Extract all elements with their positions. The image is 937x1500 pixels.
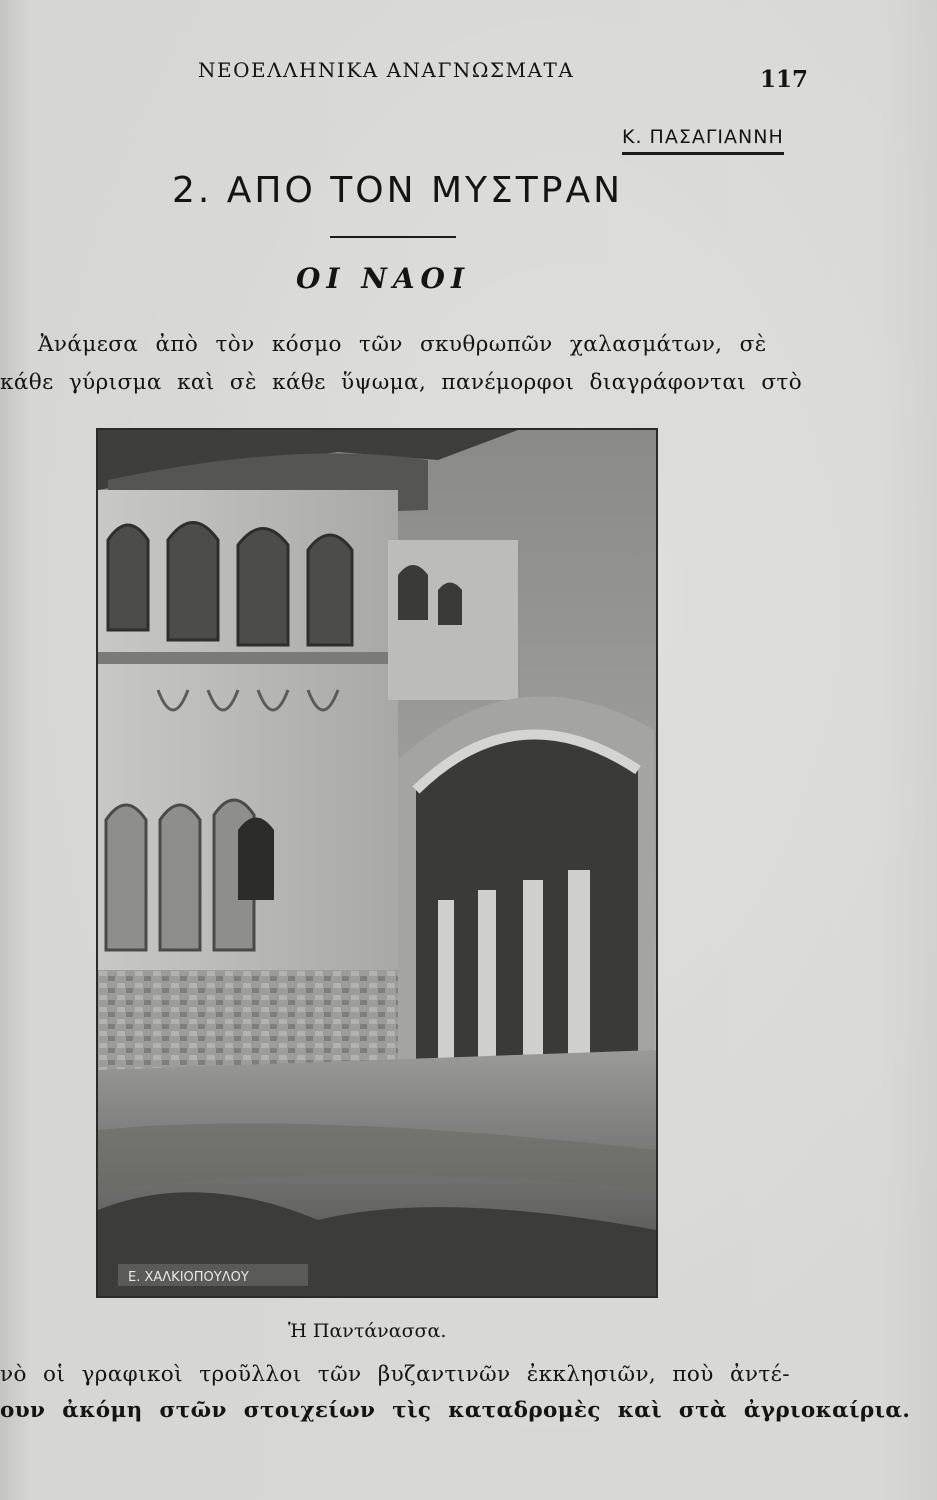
body-text-line: ουν ἀκόμη στῶν στοιχείων τὶς καταδρομὲς καὶ στὰ ἀγριοκαίρια. (0, 1398, 911, 1423)
chapter-title: 2. ΑΠΟ ΤΟΝ ΜΥΣΤΡΑΝ (172, 170, 624, 211)
figure-caption: Ἡ Παντάνασσα. (288, 1320, 447, 1342)
title-divider (330, 236, 456, 238)
body-text-line: Ἀνάμεσα ἀπὸ τὸν κόσμο τῶν σκυθρωπῶν χαλασμάτων, σὲ (38, 332, 767, 357)
section-title: ΟΙ ΝΑΟΙ (296, 262, 471, 295)
church-photograph (96, 428, 658, 1298)
body-text-line: κάθε γύρισμα καὶ σὲ κάθε ὕψωμα, πανέμορφοι διαγράφονται στὸ (0, 370, 803, 395)
running-head-title: ΝΕΟΕΛΛΗΝΙΚΑ ΑΝΑΓΝΩΣΜΑΤΑ (198, 58, 575, 82)
author-name: Κ. ΠΑΣΑΓΙΑΝΝΗ (622, 126, 784, 155)
page-number: 117 (760, 66, 809, 93)
body-text-line: νὸ οἱ γραφικοὶ τροῦλλοι τῶν βυζαντινῶν ἐκκλησιῶν, ποὺ ἀντέ- (0, 1362, 790, 1387)
photo-credit: Ε. ΧΑΛΚΙΟΠΟΥΛΟΥ (128, 1270, 249, 1285)
